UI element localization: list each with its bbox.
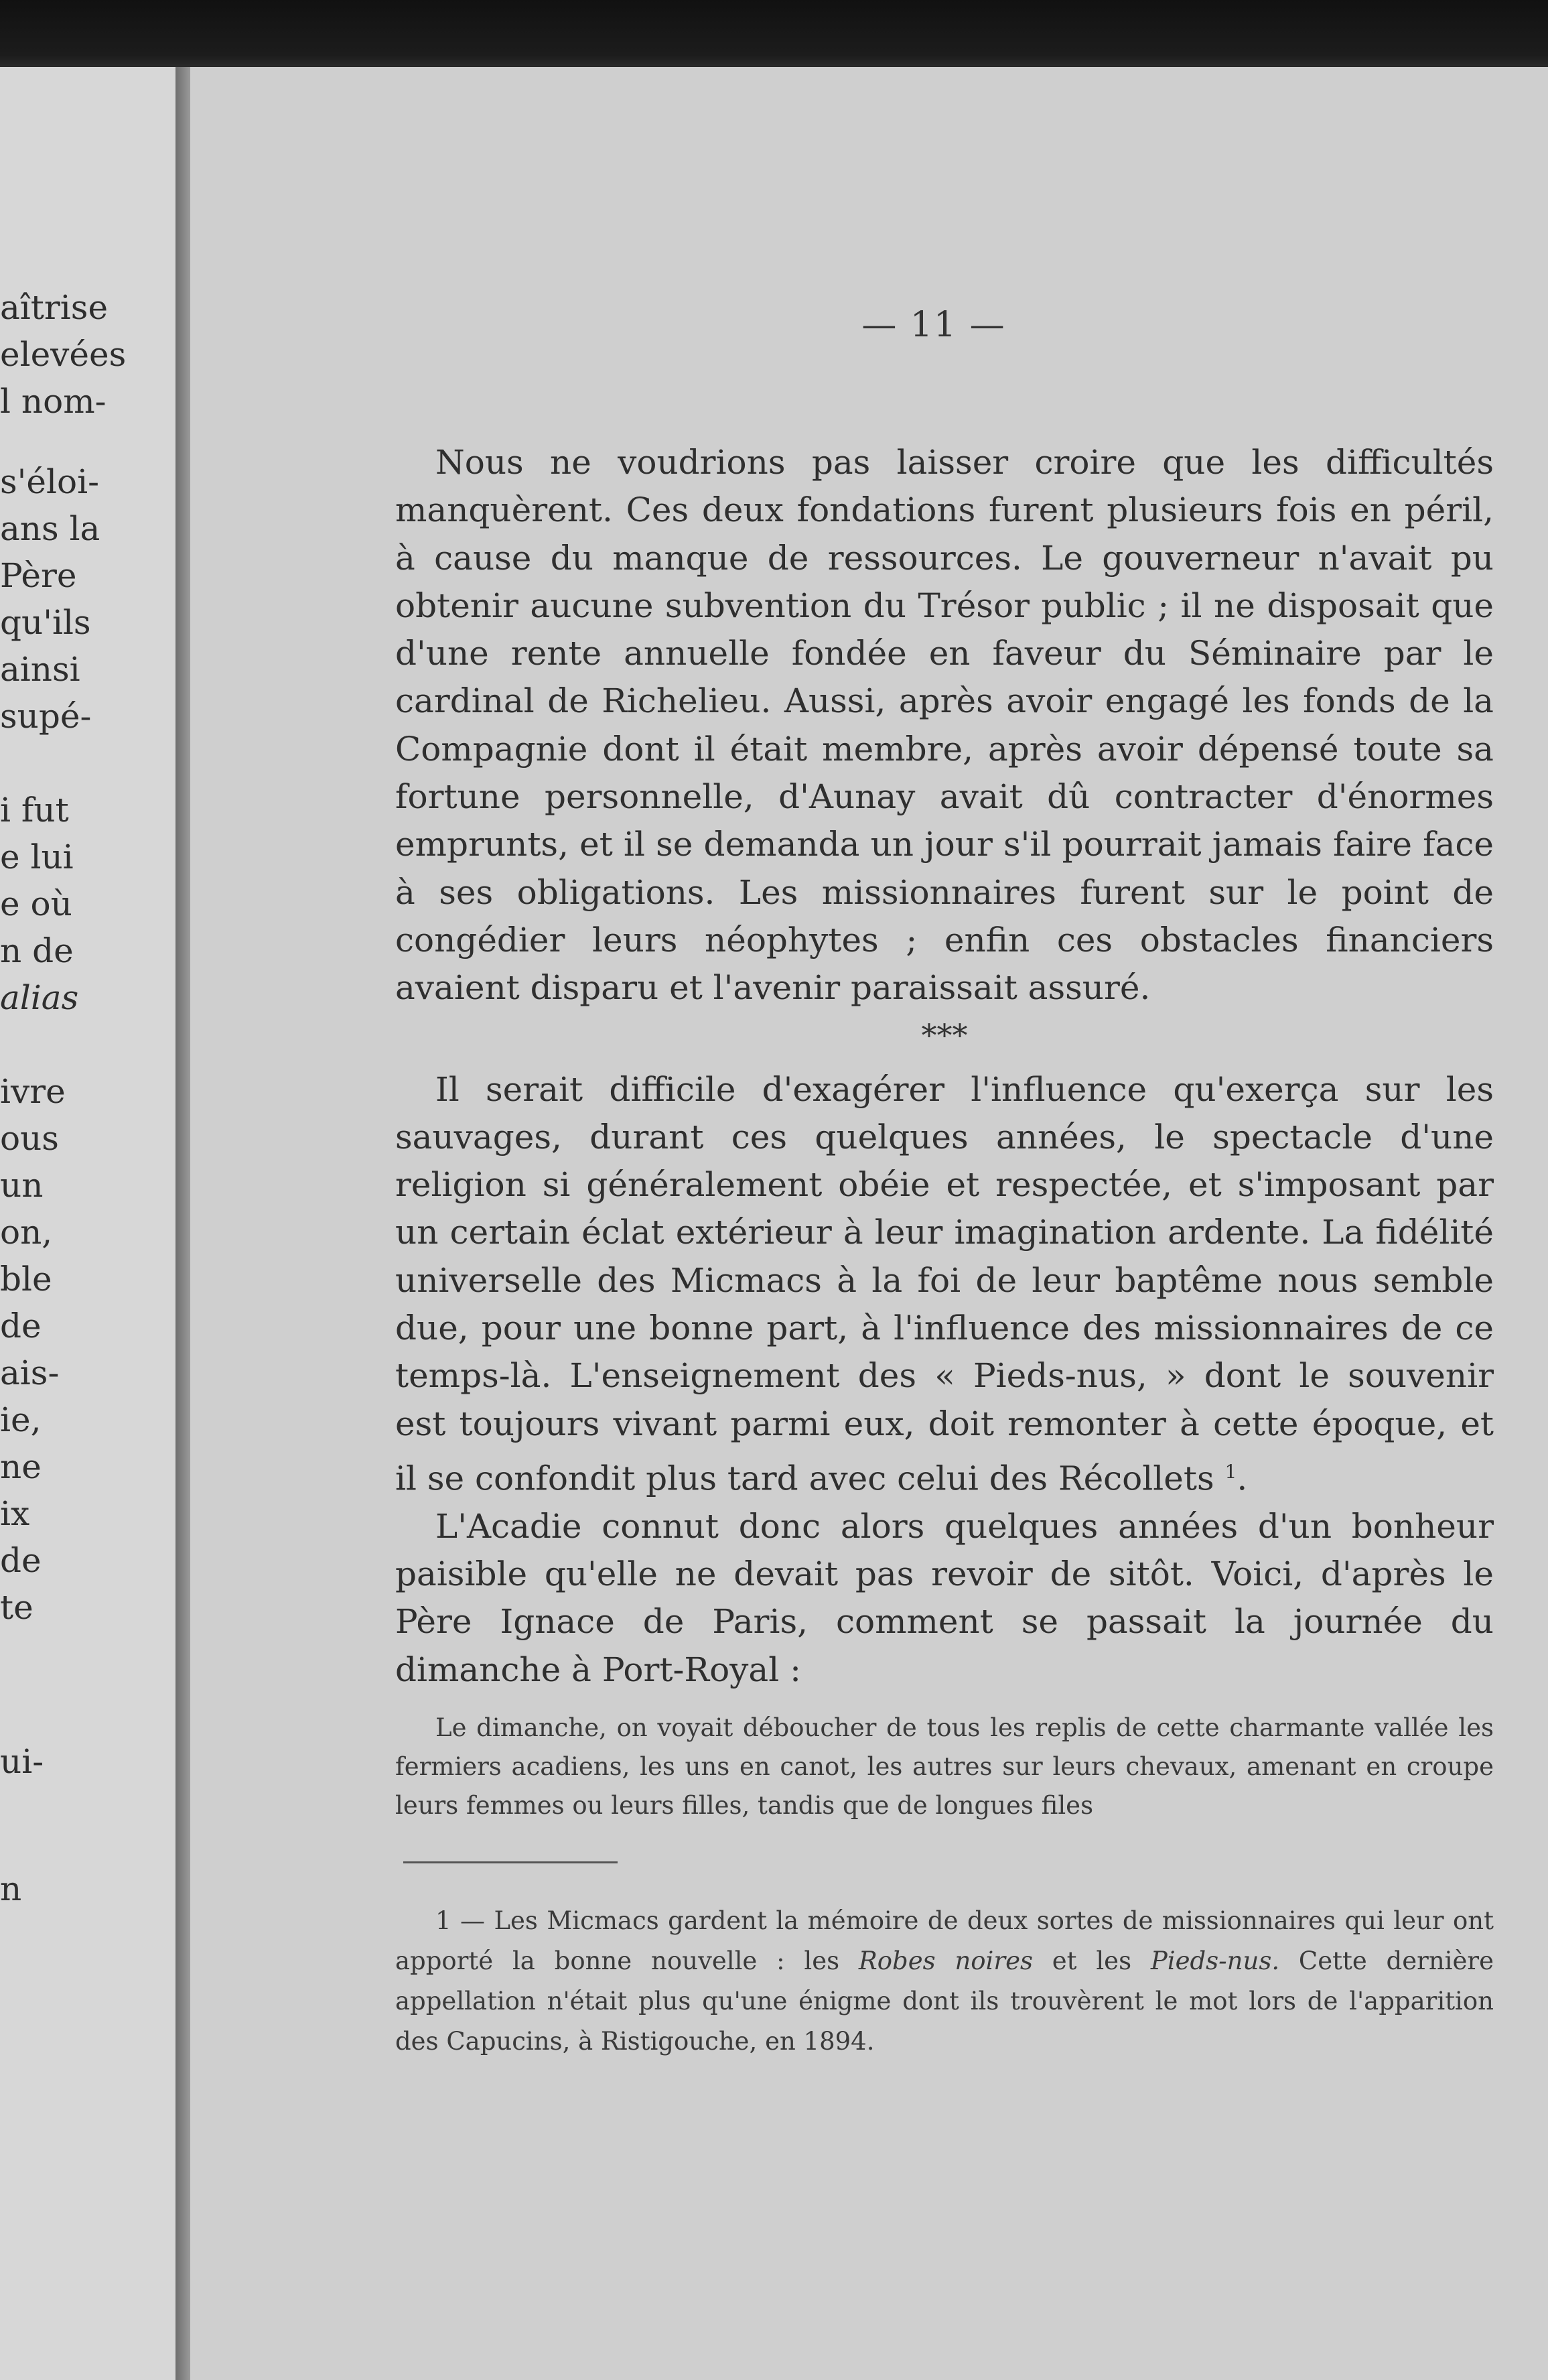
footnote-ref: 1 bbox=[1224, 1460, 1237, 1483]
left-page-fragment: l nom- bbox=[0, 382, 107, 421]
left-page-fragment: ie, bbox=[0, 1400, 42, 1439]
left-page-fragment: ui- bbox=[0, 1742, 44, 1781]
page-body bbox=[395, 439, 1494, 2087]
left-page-fragment: ais- bbox=[0, 1353, 60, 1392]
left-page-fragment: ous bbox=[0, 1119, 59, 1158]
book-page bbox=[190, 67, 1548, 2380]
left-page-fragment: e où bbox=[0, 884, 72, 923]
left-page-fragment: e lui bbox=[0, 838, 74, 876]
left-page-fragment: on, bbox=[0, 1213, 53, 1252]
block-quote: Le dimanche, on voyait déboucher de tous les replis de cette charmante vallée les fermiers acadiens, les uns en canot, les autres sur leurs chevaux, amenant en croupe leurs femmes ou leurs filles, tandis que de longues files bbox=[395, 1713, 1494, 1821]
left-page-fragment: aîtrise bbox=[0, 288, 109, 327]
left-page-fragment: ix bbox=[0, 1494, 30, 1533]
left-page-fragment: te bbox=[0, 1588, 33, 1627]
left-page-fragment: un bbox=[0, 1166, 44, 1205]
left-page-fragment: de bbox=[0, 1541, 42, 1580]
left-page-fragment: supé- bbox=[0, 697, 92, 736]
left-page-fragment: s'éloi- bbox=[0, 462, 99, 501]
section-break-asterism: *** bbox=[921, 1016, 968, 1053]
left-page-fragment: n bbox=[0, 1869, 22, 1908]
paragraph-difficulties: Nous ne voudrions pas laisser croire que les difficultés manquèrent. Ces deux fondations furent plusieurs fois en péril, à cause du manque de ressources. Le gouverneur n'avait pu obtenir aucune subvention du Trésor public ; il ne disposait que d'une rente annuelle fondée en faveur du Séminaire par le cardinal de Richelieu. Aussi, après avoir engagé les fonds de la Compagnie dont il était membre, après avoir dépensé toute sa fortune personnelle, d'Aunay avait dû contracter d'énormes emprunts, et il se demanda un jour s'il pourrait jamais faire face à ses obligations. Les missionnaires furent sur le point de congédier leurs néophytes ; enfin ces obstacles financiers avaient disparu et l'avenir paraissait assuré. bbox=[395, 443, 1494, 1008]
footnote: 1 — Les Micmacs gardent la mémoire de deux sortes de missionnaires qui leur ont apporté la bonne nouvelle : les Robes noires et les Pieds-nus. Cette dernière appellation n'était plus qu'une énigme dont ils trouvèrent le mot lors de l'apparition des Capucins, à Ristigouche, en 1894. bbox=[395, 1906, 1494, 2056]
left-page-fragment: n de bbox=[0, 931, 74, 970]
left-page-fragment: ble bbox=[0, 1260, 52, 1299]
left-page-fragment: qu'ils bbox=[0, 603, 91, 642]
left-page-fragment: de bbox=[0, 1307, 42, 1345]
left-page-fragment: ans la bbox=[0, 509, 100, 548]
left-page-fragment: ivre bbox=[0, 1072, 66, 1111]
paragraph-influence: Il serait difficile d'exagérer l'influence qu'exerça sur les sauvages, durant ces quelques années, le spectacle d'une religion si généralement obéie et respectée, et s'imposant par un certain éclat extérieur à leur imagination ardente. La fidélité universelle des Micmacs à la foi de leur baptême nous semble due, pour une bonne part, à l'influence des missionnaires de ce temps-là. L'enseignement des « Pieds-nus, » dont le souvenir est toujours vivant parmi eux, doit remonter à cette époque, et il se confondit plus tard avec celui des Récollets $^1$. bbox=[395, 1069, 1494, 1498]
left-page-fragment: ainsi bbox=[0, 650, 80, 689]
book-gutter bbox=[175, 67, 190, 2380]
left-page-fragment: Père bbox=[0, 556, 77, 595]
left-page-fragment: elevées bbox=[0, 335, 127, 374]
footnote-separator bbox=[403, 1861, 618, 1863]
previous-page-edge bbox=[0, 67, 180, 2380]
left-page-fragment: alias bbox=[0, 978, 79, 1017]
paragraph-acadie: L'Acadie connut donc alors quelques années d'un bonheur paisible qu'elle ne devait pas revoir de sitôt. Voici, d'après le Père Ignace de Paris, comment se passait la journée du dimanche à Port-Royal : bbox=[395, 1506, 1494, 1689]
left-page-fragment: i fut bbox=[0, 791, 69, 830]
left-page-fragment: ne bbox=[0, 1447, 42, 1486]
page-number: — 11 — bbox=[861, 305, 1006, 345]
